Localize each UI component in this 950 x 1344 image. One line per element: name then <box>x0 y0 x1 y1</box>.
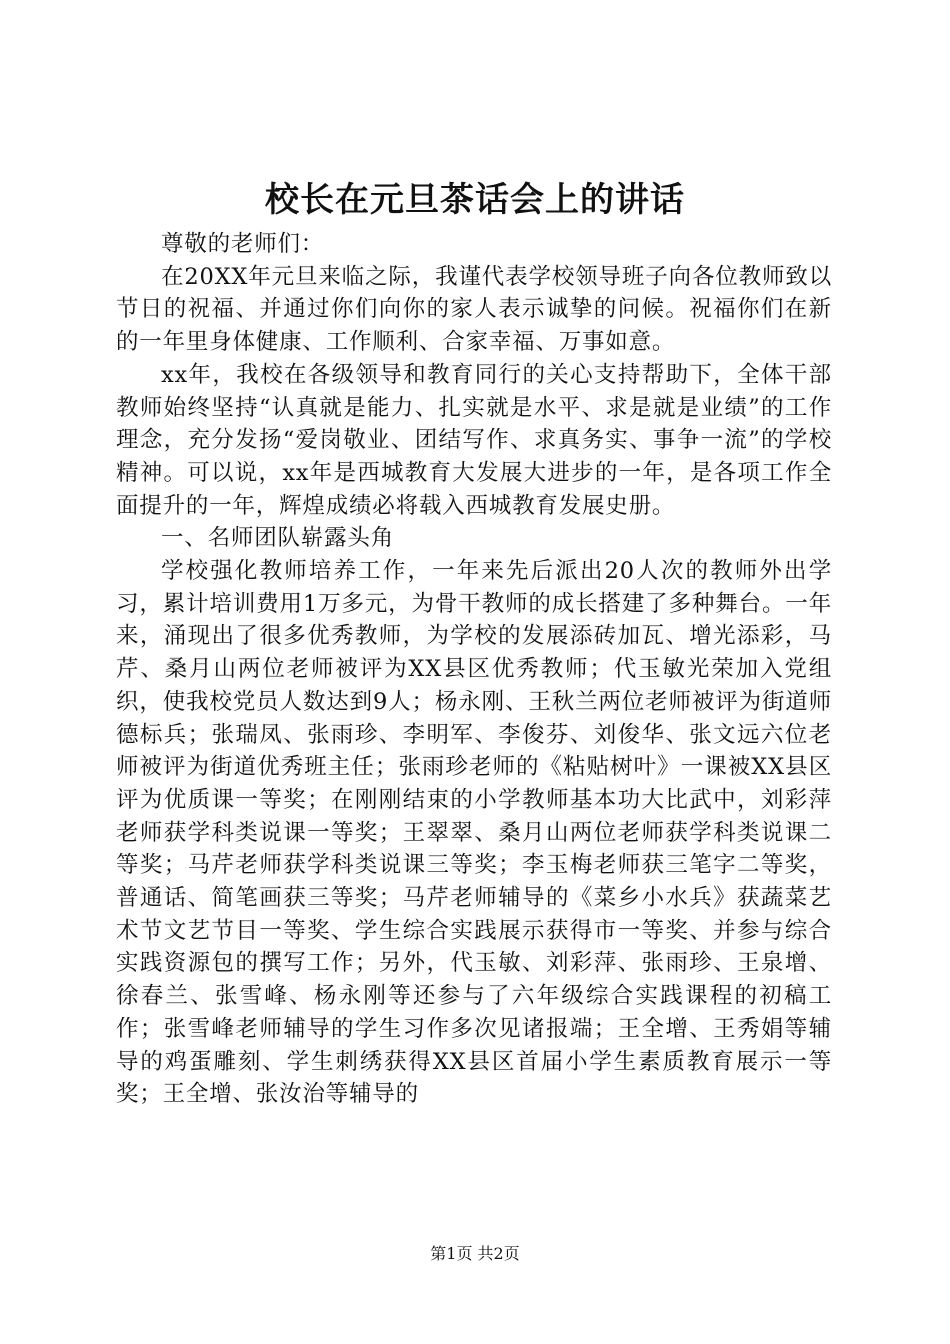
review-paragraph: xx年，我校在各级领导和教育同行的关心支持帮助下，全体干部教师始终坚持“认真就是能力、扎实就是水平、求是就是业绩”的工作理念，充分发扬“爱岗敬业、团结写作、求真务实、事争一流”的学校精神。可以说，xx年是西城教育大发展大进步的一年，是各项工作全面提升的一年，辉煌成绩必将载入西城教育发展史册。 <box>116 361 832 519</box>
section-heading: 一、名师团队崭露头角 <box>161 525 395 552</box>
greeting-paragraph: 在20XX年元旦来临之际，我谨代表学校领导班子向各位教师致以节日的祝福、并通过你们向你的家人表示诚挚的问候。祝福你们在新的一年里身体健康、工作顺利、合家幸福、万事如意。 <box>116 263 832 356</box>
achievements-paragraph: 学校强化教师培养工作，一年来先后派出20人次的教师外出学习，累计培训费用1万多元，为骨干教师的成长搭建了多种舞台。一年来，涌现出了很多优秀教师，为学校的发展添砖加瓦、增光添彩，马芹、桑月山两位老师被评为XX县区优秀教师；代玉敏光荣加入党组织，使我校党员人数达到9人；杨永刚、王秋兰两位老师被评为街道师德标兵；张瑞凤、张雨珍、李明军、李俊芬、刘俊华、张文远六位老师被评为街道优秀班主任；张雨珍老师的《粘贴树叶》一课被XX县区评为优质课一等奖；在刚刚结束的小学教师基本功大比武中，刘彩萍老师获学科类说课一等奖；王翠翠、桑月山两位老师获学科类说课二等奖；马芹老师获学科类说课三等奖；李玉梅老师获三笔字二等奖，普通话、简笔画获三等奖；马芹老师辅导的《菜乡小水兵》获蔬菜艺术节文艺节目一等奖、学生综合实践展示获得市一等奖、并参与综合实践资源包的撰写工作；另外，代玉敏、刘彩萍、张雨珍、王泉增、徐春兰、张雪峰、杨永刚等还参与了六年级综合实践课程的初稿工作；张雪峰老师辅导的学生习作多次见诸报端；王全增、王秀娟等辅导的鸡蛋雕刻、学生刺绣获得XX县区首届小学生素质教育展示一等奖；王全增、张汝治等辅导的 <box>116 558 832 1108</box>
salutation-paragraph: 尊敬的老师们： <box>161 231 325 257</box>
document-title: 校长在元旦茶话会上的讲话 <box>265 180 685 220</box>
document-body <box>116 228 832 1111</box>
page-footer: 第1页 共2页 <box>430 1244 520 1263</box>
